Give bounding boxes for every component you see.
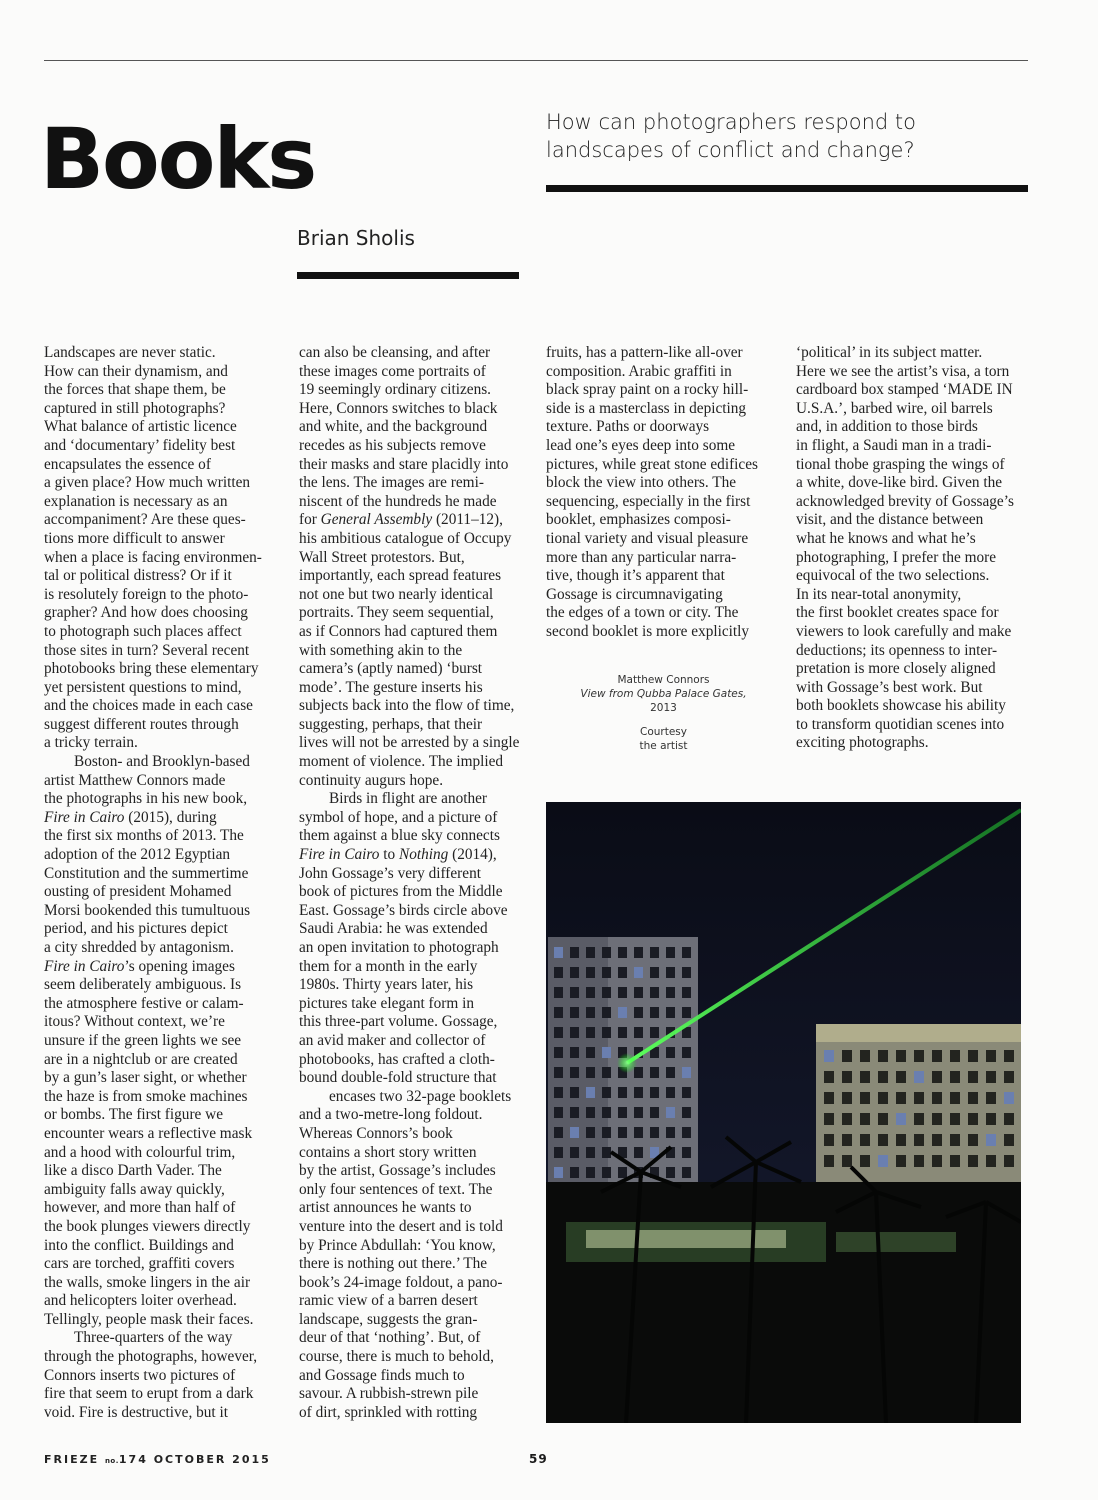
text-line: portraits. They seem sequential, bbox=[299, 604, 494, 622]
text-line: by Prince Abdullah: ‘You know, bbox=[299, 1236, 496, 1254]
text-line: 1980s. Thirty years later, his bbox=[299, 976, 474, 994]
text-line: subjects back into the flow of time, bbox=[299, 697, 515, 715]
text-line: captured in still photographs? bbox=[44, 399, 226, 417]
text-line: itous? Without context, we’re bbox=[44, 1013, 225, 1031]
text-line: cars are torched, graffiti covers bbox=[44, 1255, 235, 1273]
text-line: of dirt, sprinkled with rotting bbox=[299, 1403, 478, 1421]
text-line: symbol of hope, and a picture of bbox=[299, 808, 498, 826]
text-line: course, there is much to behold, bbox=[299, 1348, 494, 1366]
text-line: East. Gossage’s birds circle above bbox=[299, 901, 508, 919]
text-line: encapsulates the essence of bbox=[44, 455, 211, 473]
text-line: block the view into others. The bbox=[546, 474, 737, 492]
byline: Brian Sholis bbox=[297, 226, 415, 250]
text-line: U.S.A.’, barbed wire, oil barrels bbox=[796, 399, 993, 417]
text-line: with Gossage’s best work. But bbox=[796, 678, 983, 696]
night-city-laser-image bbox=[546, 802, 1021, 1423]
text-line: bound double-fold structure that bbox=[299, 1069, 497, 1087]
text-line: only four sentences of text. The bbox=[299, 1180, 493, 1198]
book-title: Fire in Cairo bbox=[44, 808, 125, 826]
text-line: a city shredded by antagonism. bbox=[44, 939, 234, 956]
article-column-3 bbox=[546, 344, 776, 642]
photo-view-from-qubba-palace-gates bbox=[546, 802, 1021, 1423]
right-building bbox=[816, 1024, 1021, 1184]
text-line: venture into the desert and is told bbox=[299, 1217, 503, 1235]
text-line: recedes as his subjects remove bbox=[299, 436, 486, 454]
text-line: for General Assembly (2011–12), bbox=[299, 511, 503, 529]
text-line: the lens. The images are remi- bbox=[299, 474, 484, 492]
text-line: suggesting, perhaps, that their bbox=[299, 715, 483, 733]
ground bbox=[546, 1182, 1021, 1423]
text-line: his ambitious catalogue of Occupy bbox=[299, 529, 512, 547]
text-line: an open invitation to photograph bbox=[299, 939, 499, 956]
text-line: pictures take elegant form in bbox=[299, 994, 474, 1012]
text-line: How can their dynamism, and bbox=[44, 362, 228, 380]
text-line: a white, dove-like bird. Given the bbox=[796, 474, 1003, 492]
laser-point bbox=[617, 1053, 637, 1073]
article-column-2 bbox=[299, 344, 529, 1422]
text-line: Landscapes are never static. bbox=[44, 344, 216, 361]
text-line: Birds in flight are another bbox=[329, 790, 488, 808]
magazine-name: FRIEZE bbox=[44, 1453, 100, 1466]
text-line: and the choices made in each case bbox=[44, 697, 253, 715]
issue-date: OCTOBER 2015 bbox=[153, 1453, 271, 1466]
text-line: fruits, has a pattern-like all-over bbox=[546, 344, 743, 361]
text-line: Fire in Cairo to Nothing (2014), bbox=[299, 846, 497, 864]
text-line: and ‘documentary’ fidelity best bbox=[44, 436, 236, 454]
text-line: ousting of president Mohamed bbox=[44, 883, 232, 901]
text-line: or bombs. The first figure we bbox=[44, 1106, 223, 1124]
text-line: by the artist, Gossage’s includes bbox=[299, 1162, 496, 1180]
text-line: grapher? And how does choosing bbox=[44, 604, 248, 622]
text-line: visit, and the distance between bbox=[796, 511, 984, 529]
text-line: Wall Street protestors. But, bbox=[299, 548, 465, 566]
book-title: General Assembly bbox=[320, 511, 433, 529]
text-line: mode’. The gesture inserts his bbox=[299, 678, 483, 696]
caption-credit-2: the artist bbox=[639, 740, 688, 752]
text-line: photobooks bring these elementary bbox=[44, 660, 259, 678]
text-line: the haze is from smoke machines bbox=[44, 1087, 248, 1105]
standfirst-rule bbox=[546, 185, 1028, 192]
text-line: them against a blue sky connects bbox=[299, 827, 500, 845]
text-line: niscent of the hundreds he made bbox=[299, 492, 497, 510]
text-line: Morsi bookended this tumultuous bbox=[44, 901, 251, 919]
text-line: those sites in turn? Several recent bbox=[44, 641, 250, 659]
text-line: through the photographs, however, bbox=[44, 1348, 258, 1366]
text-line: Connors inserts two pictures of bbox=[44, 1366, 236, 1384]
text-line: continuity augurs hope. bbox=[299, 771, 444, 789]
text-line: seem deliberately ambiguous. Is bbox=[44, 976, 242, 994]
text-line: what he knows and what he’s bbox=[796, 529, 976, 547]
text-line: can also be cleansing, and after bbox=[299, 344, 491, 361]
text-line: not one but two nearly identical bbox=[299, 585, 494, 603]
text-line: photobooks, has crafted a cloth- bbox=[299, 1050, 495, 1068]
text-line: composition. Arabic graffiti in bbox=[546, 362, 732, 380]
text-line: to transform quotidian scenes into bbox=[796, 715, 1005, 733]
text-line: moment of violence. The implied bbox=[299, 753, 504, 771]
text-line: the edges of a town or city. The bbox=[546, 604, 739, 622]
text-line: texture. Paths or doorways bbox=[546, 418, 710, 436]
text-line: explanation is necessary as an bbox=[44, 492, 228, 510]
text-line: acknowledged brevity of Gossage’s bbox=[796, 492, 1014, 510]
text-line: accompaniment? Are these ques- bbox=[44, 511, 246, 529]
text-line: tional variety and visual pleasure bbox=[546, 529, 749, 547]
text-line: Fire in Cairo’s opening images bbox=[44, 957, 235, 975]
book-title: Nothing bbox=[399, 846, 449, 864]
issue-number: 174 bbox=[118, 1453, 148, 1466]
text-line: Whereas Connors’s book bbox=[299, 1124, 453, 1142]
text-line: into the conflict. Buildings and bbox=[44, 1236, 234, 1254]
book-title: Fire in Cairo bbox=[299, 846, 380, 864]
text-line: viewers to look carefully and make bbox=[796, 622, 1012, 640]
photo-caption bbox=[546, 673, 781, 753]
text-line: In its near-total anonymity, bbox=[796, 585, 962, 603]
text-line: deur of that ‘nothing’. But, of bbox=[299, 1329, 481, 1347]
text-line: book of pictures from the Middle bbox=[299, 883, 503, 901]
text-line: 19 seemingly ordinary citizens. bbox=[299, 381, 492, 399]
text-line: ‘political’ in its subject matter. bbox=[796, 344, 983, 361]
text-line: tive, though it’s apparent that bbox=[546, 567, 725, 585]
text-line: side is a masterclass in depicting bbox=[546, 399, 747, 417]
text-line: importantly, each spread features bbox=[299, 567, 502, 585]
text-line: both booklets showcase his ability bbox=[796, 697, 1006, 715]
text-line: encases two 32-page booklets bbox=[329, 1087, 512, 1105]
text-line: to photograph such places affect bbox=[44, 622, 242, 640]
text-line: tal or political distress? Or if it bbox=[44, 567, 232, 585]
text-line: the photographs in his new book, bbox=[44, 790, 248, 808]
text-line: cardboard box stamped ‘MADE IN bbox=[796, 381, 1013, 399]
text-line: black spray paint on a rocky hill- bbox=[546, 381, 749, 399]
text-line: artist announces he wants to bbox=[299, 1199, 472, 1217]
text-line: fire that seem to erupt from a dark bbox=[44, 1385, 254, 1403]
section-title: Books bbox=[40, 110, 316, 208]
text-line: Boston- and Brooklyn-based bbox=[74, 753, 250, 771]
text-line: artist Matthew Connors made bbox=[44, 771, 226, 789]
text-line: these images come portraits of bbox=[299, 362, 486, 380]
caption-year: 2013 bbox=[650, 702, 677, 714]
text-line: however, and more than half of bbox=[44, 1199, 236, 1217]
text-line: ambiguity falls away quickly, bbox=[44, 1180, 225, 1198]
text-line: second booklet is more explicitly bbox=[546, 622, 750, 640]
text-line: the forces that shape them, be bbox=[44, 381, 226, 399]
text-line: an avid maker and collector of bbox=[299, 1031, 486, 1049]
text-line: What balance of artistic licence bbox=[44, 418, 237, 436]
text-line: by a gun’s laser sight, or whether bbox=[44, 1069, 247, 1087]
text-line: pretation is more closely aligned bbox=[796, 660, 996, 678]
text-line: a tricky terrain. bbox=[44, 734, 138, 752]
text-line: lives will not be arrested by a single bbox=[299, 734, 520, 752]
text-line: ramic view of a barren desert bbox=[299, 1292, 478, 1310]
text-line: adoption of the 2012 Egyptian bbox=[44, 846, 231, 864]
standfirst: How can photographers respond to landscapes of conflict and change? bbox=[546, 110, 916, 162]
text-line: deductions; its openness to inter- bbox=[796, 641, 998, 659]
text-line: them for a month in the early bbox=[299, 957, 478, 975]
text-line: and helicopters loiter overhead. bbox=[44, 1292, 237, 1310]
text-line: savour. A rubbish-strewn pile bbox=[299, 1385, 479, 1403]
text-line: Gossage is circumnavigating bbox=[546, 585, 723, 603]
text-line: are in a nightclub or are created bbox=[44, 1050, 238, 1068]
text-line: Tellingly, people mask their faces. bbox=[44, 1310, 254, 1328]
text-line: void. Fire is destructive, but it bbox=[44, 1403, 228, 1421]
text-line: book’s 24-image foldout, a pano- bbox=[299, 1273, 503, 1291]
text-line: and white, and the background bbox=[299, 418, 488, 436]
text-line: camera’s (aptly named) ‘burst bbox=[299, 660, 483, 678]
text-line: is resolutely foreign to the photo- bbox=[44, 585, 249, 603]
text-line: their masks and stare placidly into bbox=[299, 455, 509, 473]
caption-title: View from Qubba Palace Gates, bbox=[580, 688, 747, 700]
text-line: Three-quarters of the way bbox=[74, 1329, 233, 1347]
byline-rule bbox=[297, 272, 519, 279]
text-line: contains a short story written bbox=[299, 1143, 477, 1161]
text-line: and a two-metre-long foldout. bbox=[299, 1106, 483, 1124]
text-line: Constitution and the summertime bbox=[44, 864, 249, 882]
text-line: the first booklet creates space for bbox=[796, 604, 999, 622]
text-line: encounter wears a reflective mask bbox=[44, 1124, 253, 1142]
text-line: booklet, emphasizes composi- bbox=[546, 511, 731, 529]
text-line: period, and his pictures depict bbox=[44, 920, 228, 938]
issue-prefix: no. bbox=[104, 1457, 119, 1465]
text-line: Saudi Arabia: he was extended bbox=[299, 920, 488, 938]
text-line: unsure if the green lights we see bbox=[44, 1031, 242, 1049]
text-line: with something akin to the bbox=[299, 641, 463, 659]
text-line: suggest different routes through bbox=[44, 715, 239, 733]
text-line: more than any particular narra- bbox=[546, 548, 737, 566]
text-line: equivocal of the two selections. bbox=[796, 567, 990, 585]
text-line: tions more difficult to answer bbox=[44, 529, 225, 547]
caption-credit: Courtesy bbox=[640, 726, 687, 738]
text-line: the first six months of 2013. The bbox=[44, 827, 244, 845]
text-line: when a place is facing environmen- bbox=[44, 548, 262, 566]
text-line: Here we see the artist’s visa, a torn bbox=[796, 362, 1010, 380]
text-line: this three-part volume. Gossage, bbox=[299, 1013, 498, 1031]
text-line: landscape, suggests the gran- bbox=[299, 1310, 478, 1328]
text-line: exciting photographs. bbox=[796, 734, 929, 752]
text-line: yet persistent questions to mind, bbox=[44, 678, 242, 696]
text-line: and Gossage finds much to bbox=[299, 1366, 465, 1384]
text-line: and, in addition to those birds bbox=[796, 418, 978, 436]
text-line: and a hood with colourful trim, bbox=[44, 1143, 236, 1161]
text-line: as if Connors had captured them bbox=[299, 622, 498, 640]
text-line: John Gossage’s very different bbox=[299, 864, 481, 882]
text-line: in flight, a Saudi man in a tradi- bbox=[796, 436, 992, 454]
text-line: Fire in Cairo (2015), during bbox=[44, 808, 217, 826]
text-line: sequencing, especially in the first bbox=[546, 492, 751, 510]
article-column-4 bbox=[796, 344, 1031, 753]
text-line: pictures, while great stone edifices bbox=[546, 455, 758, 473]
caption-artist: Matthew Connors bbox=[617, 674, 710, 686]
text-line: lead one’s eyes deep into some bbox=[546, 436, 736, 454]
text-line: a given place? How much written bbox=[44, 474, 251, 492]
article-column-1 bbox=[44, 344, 274, 1422]
page-number: 59 bbox=[529, 1452, 548, 1466]
top-rule bbox=[44, 60, 1028, 61]
text-line: like a disco Darth Vader. The bbox=[44, 1162, 222, 1180]
text-line: tional thobe grasping the wings of bbox=[796, 455, 1005, 473]
text-line: photographing, I prefer the more bbox=[796, 548, 997, 566]
text-line: the atmosphere festive or calam- bbox=[44, 994, 244, 1012]
footer-magazine-info bbox=[44, 1453, 271, 1466]
text-line: there is nothing out there.’ The bbox=[299, 1255, 488, 1273]
book-title: Fire in Cairo bbox=[44, 957, 125, 975]
text-line: the walls, smoke lingers in the air bbox=[44, 1273, 251, 1291]
text-line: the book plunges viewers directly bbox=[44, 1217, 251, 1235]
text-line: Here, Connors switches to black bbox=[299, 399, 498, 417]
